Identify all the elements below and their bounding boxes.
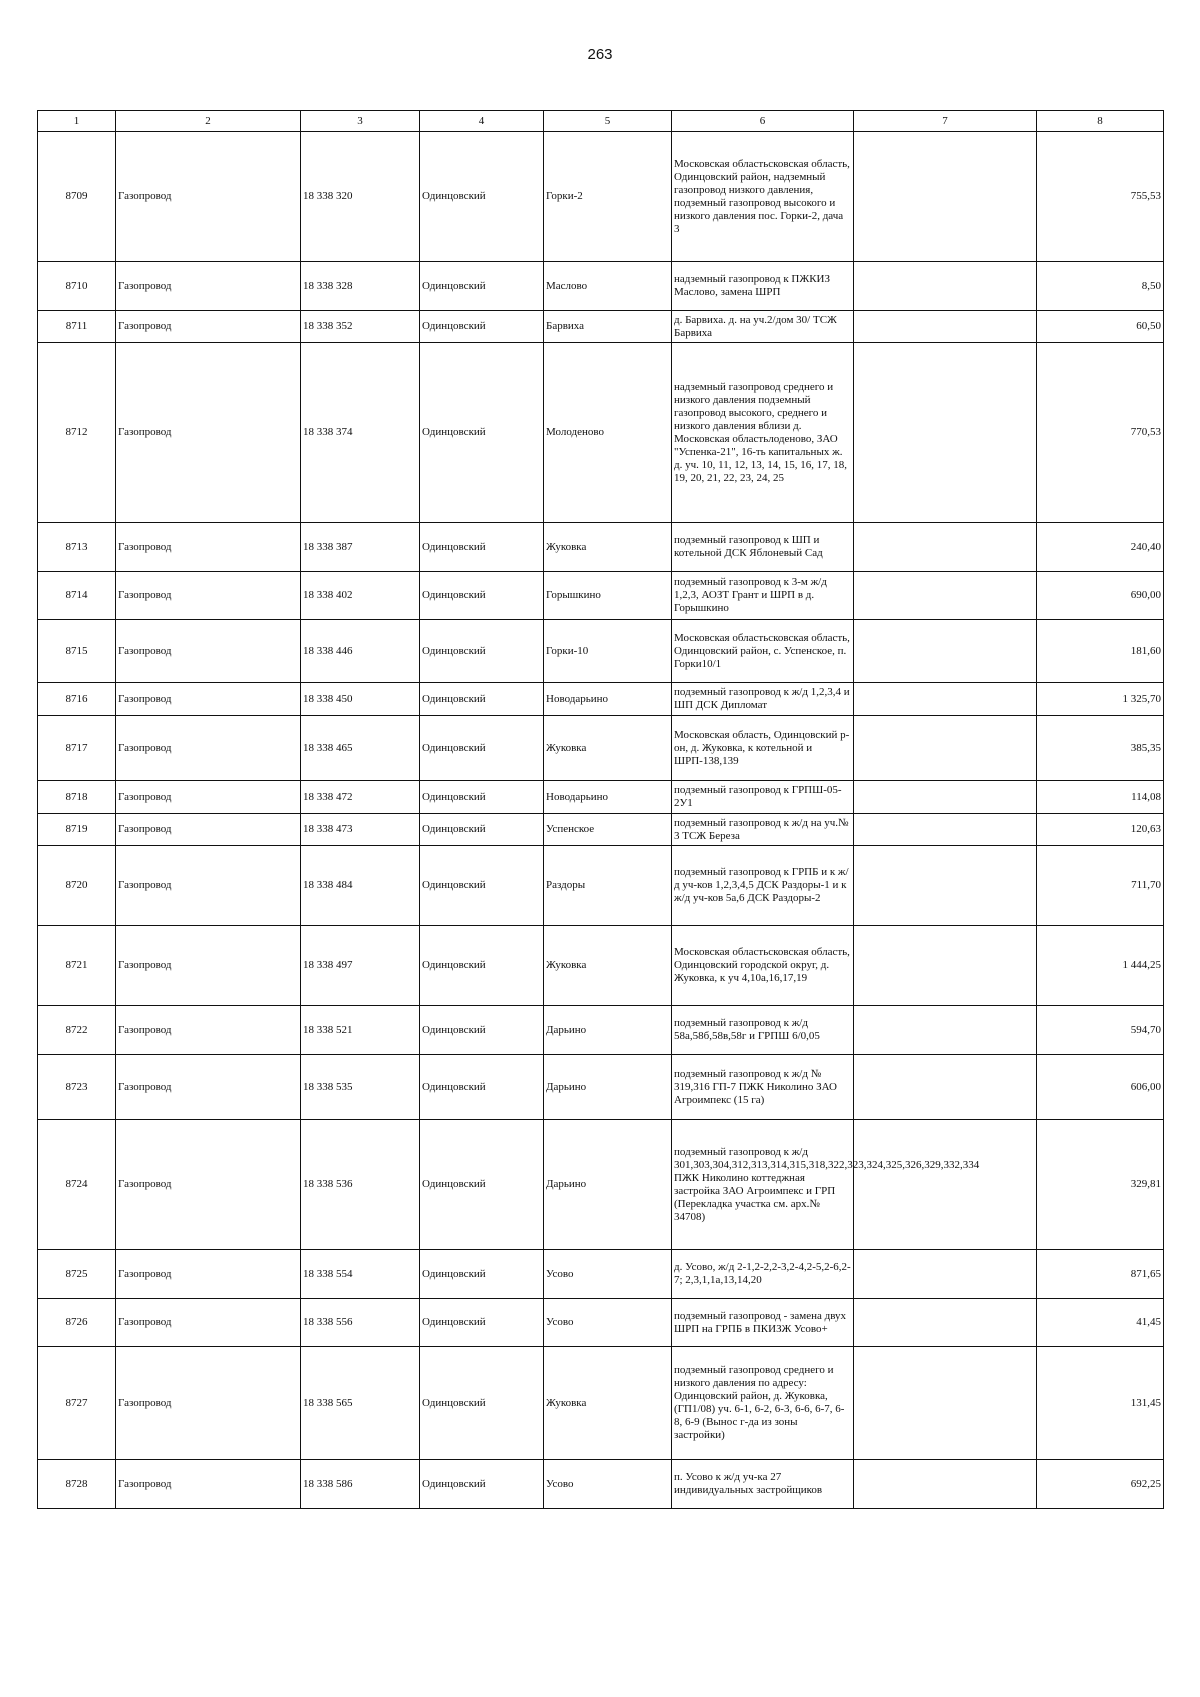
locality: Барвиха [544,311,672,343]
empty-cell [854,846,1037,926]
row-number: 8709 [38,132,116,262]
locality: Жуковка [544,926,672,1006]
district: Одинцовский [420,846,544,926]
object-description: подземный газопровод к 3-м ж/д 1,2,3, АОЗТ Грант и ШРП в д. Горышкино [672,572,854,620]
district: Одинцовский [420,926,544,1006]
object-description: подземный газопровод к ж/д на уч.№ 3 ТСЖ Береза [672,814,854,846]
row-number: 8724 [38,1120,116,1250]
object-description: надземный газопровод к ПЖКИЗ Маслово, замена ШРП [672,262,854,311]
inventory-number: 18 338 484 [301,846,420,926]
object-description: надземный газопровод среднего и низкого давления подземный газопровод высокого, среднего и низкого давления вблизи д. Московская областьлоденово, ЗАО "Успенка-21", 16-ть капитальных ж. д. уч. 10, 11, 12, 13, 14, 15, 16, 17, 18, 19, 20, 21, 22, 23, 24, 25 [672,343,854,523]
empty-cell [854,311,1037,343]
district: Одинцовский [420,132,544,262]
empty-cell [854,1460,1037,1509]
length-value: 690,00 [1037,572,1164,620]
locality: Усово [544,1460,672,1509]
object-description: подземный газопровод к ж/д № 319,316 ГП-7 ПЖК Николино ЗАО Агроимпекс (15 га) [672,1055,854,1120]
table-row [38,311,1164,343]
table-row [38,1347,1164,1460]
inventory-number: 18 338 565 [301,1347,420,1460]
locality: Горки-2 [544,132,672,262]
locality: Жуковка [544,523,672,572]
locality: Жуковка [544,716,672,781]
length-value: 131,45 [1037,1347,1164,1460]
empty-cell [854,781,1037,814]
district: Одинцовский [420,1299,544,1347]
locality: Маслово [544,262,672,311]
object-type: Газопровод [116,1055,301,1120]
district: Одинцовский [420,343,544,523]
length-value: 594,70 [1037,1006,1164,1055]
length-value: 8,50 [1037,262,1164,311]
object-type: Газопровод [116,523,301,572]
object-type: Газопровод [116,1250,301,1299]
object-description: подземный газопровод к ж/д 1,2,3,4 и ШП ДСК Дипломат [672,683,854,716]
table-row [38,1006,1164,1055]
empty-cell [854,572,1037,620]
object-description: подземный газопровод к ШП и котельной ДСК Яблоневый Сад [672,523,854,572]
locality: Жуковка [544,1347,672,1460]
district: Одинцовский [420,311,544,343]
empty-cell [854,620,1037,683]
column-header: 7 [854,111,1037,132]
object-description: подземный газопровод к ГРПБ и к ж/д уч-ков 1,2,3,4,5 ДСК Раздоры-1 и к ж/д уч-ков 5а,6 ДСК Раздоры-2 [672,846,854,926]
empty-cell [854,262,1037,311]
length-value: 755,53 [1037,132,1164,262]
locality: Новодарьино [544,781,672,814]
empty-cell [854,343,1037,523]
row-number: 8727 [38,1347,116,1460]
table-row [38,814,1164,846]
district: Одинцовский [420,1347,544,1460]
locality: Успенское [544,814,672,846]
inventory-number: 18 338 472 [301,781,420,814]
column-header: 8 [1037,111,1164,132]
table-row [38,1250,1164,1299]
inventory-number: 18 338 554 [301,1250,420,1299]
column-header: 6 [672,111,854,132]
table-row [38,132,1164,262]
length-value: 711,70 [1037,846,1164,926]
object-description: Московская областьсковская область, Одинцовский городской округ, д. Жуковка, к уч 4,10а,16,17,19 [672,926,854,1006]
empty-cell [854,1347,1037,1460]
empty-cell [854,1120,1037,1250]
header-row [38,111,1164,132]
locality: Молоденово [544,343,672,523]
empty-cell [854,523,1037,572]
table-row [38,1460,1164,1509]
table-row [38,620,1164,683]
inventory-number: 18 338 586 [301,1460,420,1509]
length-value: 385,35 [1037,716,1164,781]
object-type: Газопровод [116,781,301,814]
object-type: Газопровод [116,1299,301,1347]
length-value: 692,25 [1037,1460,1164,1509]
empty-cell [854,1055,1037,1120]
table-row [38,716,1164,781]
locality: Усово [544,1299,672,1347]
object-type: Газопровод [116,620,301,683]
object-type: Газопровод [116,343,301,523]
length-value: 1 444,25 [1037,926,1164,1006]
object-description: д. Усово, ж/д 2-1,2-2,2-3,2-4,2-5,2-6,2-7; 2,3,1,1а,13,14,20 [672,1250,854,1299]
row-number: 8721 [38,926,116,1006]
table-row [38,1055,1164,1120]
object-type: Газопровод [116,572,301,620]
registry-table [37,110,1164,1509]
district: Одинцовский [420,620,544,683]
length-value: 60,50 [1037,311,1164,343]
table-row [38,683,1164,716]
row-number: 8710 [38,262,116,311]
inventory-number: 18 338 328 [301,262,420,311]
inventory-number: 18 338 450 [301,683,420,716]
empty-cell [854,926,1037,1006]
object-type: Газопровод [116,716,301,781]
inventory-number: 18 338 374 [301,343,420,523]
locality: Горки-10 [544,620,672,683]
length-value: 240,40 [1037,523,1164,572]
object-description: Московская областьсковская область, Одинцовский район, надземный газопровод низкого давления, подземный газопровод высокого и низкого давления пос. Горки-2, дача 3 [672,132,854,262]
inventory-number: 18 338 446 [301,620,420,683]
table-row [38,781,1164,814]
row-number: 8716 [38,683,116,716]
row-number: 8722 [38,1006,116,1055]
row-number: 8712 [38,343,116,523]
page-number: 263 [587,46,613,63]
district: Одинцовский [420,1250,544,1299]
table-row [38,846,1164,926]
table-body [38,132,1164,1509]
object-type: Газопровод [116,311,301,343]
length-value: 329,81 [1037,1120,1164,1250]
inventory-number: 18 338 521 [301,1006,420,1055]
object-description: д. Барвиха. д. на уч.2/дом 30/ ТСЖ Барвиха [672,311,854,343]
table-row [38,1120,1164,1250]
column-header: 3 [301,111,420,132]
length-value: 114,08 [1037,781,1164,814]
row-number: 8720 [38,846,116,926]
row-number: 8728 [38,1460,116,1509]
district: Одинцовский [420,262,544,311]
length-value: 181,60 [1037,620,1164,683]
table-row [38,343,1164,523]
object-description: Московская областьсковская область, Одинцовский район, с. Успенское, п. Горки10/1 [672,620,854,683]
inventory-number: 18 338 473 [301,814,420,846]
row-number: 8711 [38,311,116,343]
length-value: 120,63 [1037,814,1164,846]
locality: Раздоры [544,846,672,926]
row-number: 8725 [38,1250,116,1299]
empty-cell [854,716,1037,781]
district: Одинцовский [420,1055,544,1120]
column-header: 5 [544,111,672,132]
object-description: подземный газопровод к ж/д 58а,58б,58в,58г и ГРПШ 6/0,05 [672,1006,854,1055]
object-type: Газопровод [116,683,301,716]
district: Одинцовский [420,814,544,846]
inventory-number: 18 338 556 [301,1299,420,1347]
object-description: п. Усово к ж/д уч-ка 27 индивидуальных застройщиков [672,1460,854,1509]
length-value: 41,45 [1037,1299,1164,1347]
inventory-number: 18 338 402 [301,572,420,620]
column-header: 4 [420,111,544,132]
length-value: 871,65 [1037,1250,1164,1299]
empty-cell [854,1299,1037,1347]
table-row [38,926,1164,1006]
row-number: 8726 [38,1299,116,1347]
locality: Новодарьино [544,683,672,716]
row-number: 8715 [38,620,116,683]
table-row [38,1299,1164,1347]
object-type: Газопровод [116,1347,301,1460]
row-number: 8723 [38,1055,116,1120]
inventory-number: 18 338 387 [301,523,420,572]
empty-cell [854,132,1037,262]
table-row [38,262,1164,311]
district: Одинцовский [420,523,544,572]
column-header: 1 [38,111,116,132]
object-description: подземный газопровод среднего и низкого давления по адресу: Одинцовский район, д. Жуковка, (ГП1/08) уч. 6-1, 6-2, 6-3, 6-6, 6-7, 6-8, 6-9 (Вынос г-да из зоны застройки) [672,1347,854,1460]
row-number: 8717 [38,716,116,781]
object-type: Газопровод [116,1460,301,1509]
empty-cell [854,1006,1037,1055]
locality: Усово [544,1250,672,1299]
district: Одинцовский [420,683,544,716]
object-type: Газопровод [116,814,301,846]
object-type: Газопровод [116,1120,301,1250]
empty-cell [854,683,1037,716]
locality: Дарьино [544,1120,672,1250]
inventory-number: 18 338 352 [301,311,420,343]
district: Одинцовский [420,572,544,620]
inventory-number: 18 338 497 [301,926,420,1006]
locality: Дарьино [544,1055,672,1120]
district: Одинцовский [420,1460,544,1509]
row-number: 8719 [38,814,116,846]
length-value: 1 325,70 [1037,683,1164,716]
object-type: Газопровод [116,1006,301,1055]
object-type: Газопровод [116,846,301,926]
object-type: Газопровод [116,262,301,311]
empty-cell [854,814,1037,846]
row-number: 8714 [38,572,116,620]
length-value: 770,53 [1037,343,1164,523]
object-description: подземный газопровод к ж/д 301,303,304,312,313,314,315,318,322,323,324,325,326,329,332,334 ПЖК Николино коттеджная застройка ЗАО Агроимпекс и ГРП (Перекладка участка см. арх.№ 34708) [672,1120,854,1250]
table-row [38,523,1164,572]
locality: Горышкино [544,572,672,620]
locality: Дарьино [544,1006,672,1055]
district: Одинцовский [420,716,544,781]
row-number: 8718 [38,781,116,814]
inventory-number: 18 338 465 [301,716,420,781]
object-description: подземный газопровод к ГРПШ-05-2У1 [672,781,854,814]
column-header: 2 [116,111,301,132]
object-type: Газопровод [116,926,301,1006]
empty-cell [854,1250,1037,1299]
inventory-number: 18 338 535 [301,1055,420,1120]
row-number: 8713 [38,523,116,572]
inventory-number: 18 338 320 [301,132,420,262]
district: Одинцовский [420,1120,544,1250]
object-type: Газопровод [116,132,301,262]
district: Одинцовский [420,1006,544,1055]
table-row [38,572,1164,620]
district: Одинцовский [420,781,544,814]
object-description: Московская область, Одинцовский р-он, д. Жуковка, к котельной и ШРП-138,139 [672,716,854,781]
object-description: подземный газопровод - замена двух ШРП на ГРПБ в ПКИЗЖ Усово+ [672,1299,854,1347]
length-value: 606,00 [1037,1055,1164,1120]
inventory-number: 18 338 536 [301,1120,420,1250]
